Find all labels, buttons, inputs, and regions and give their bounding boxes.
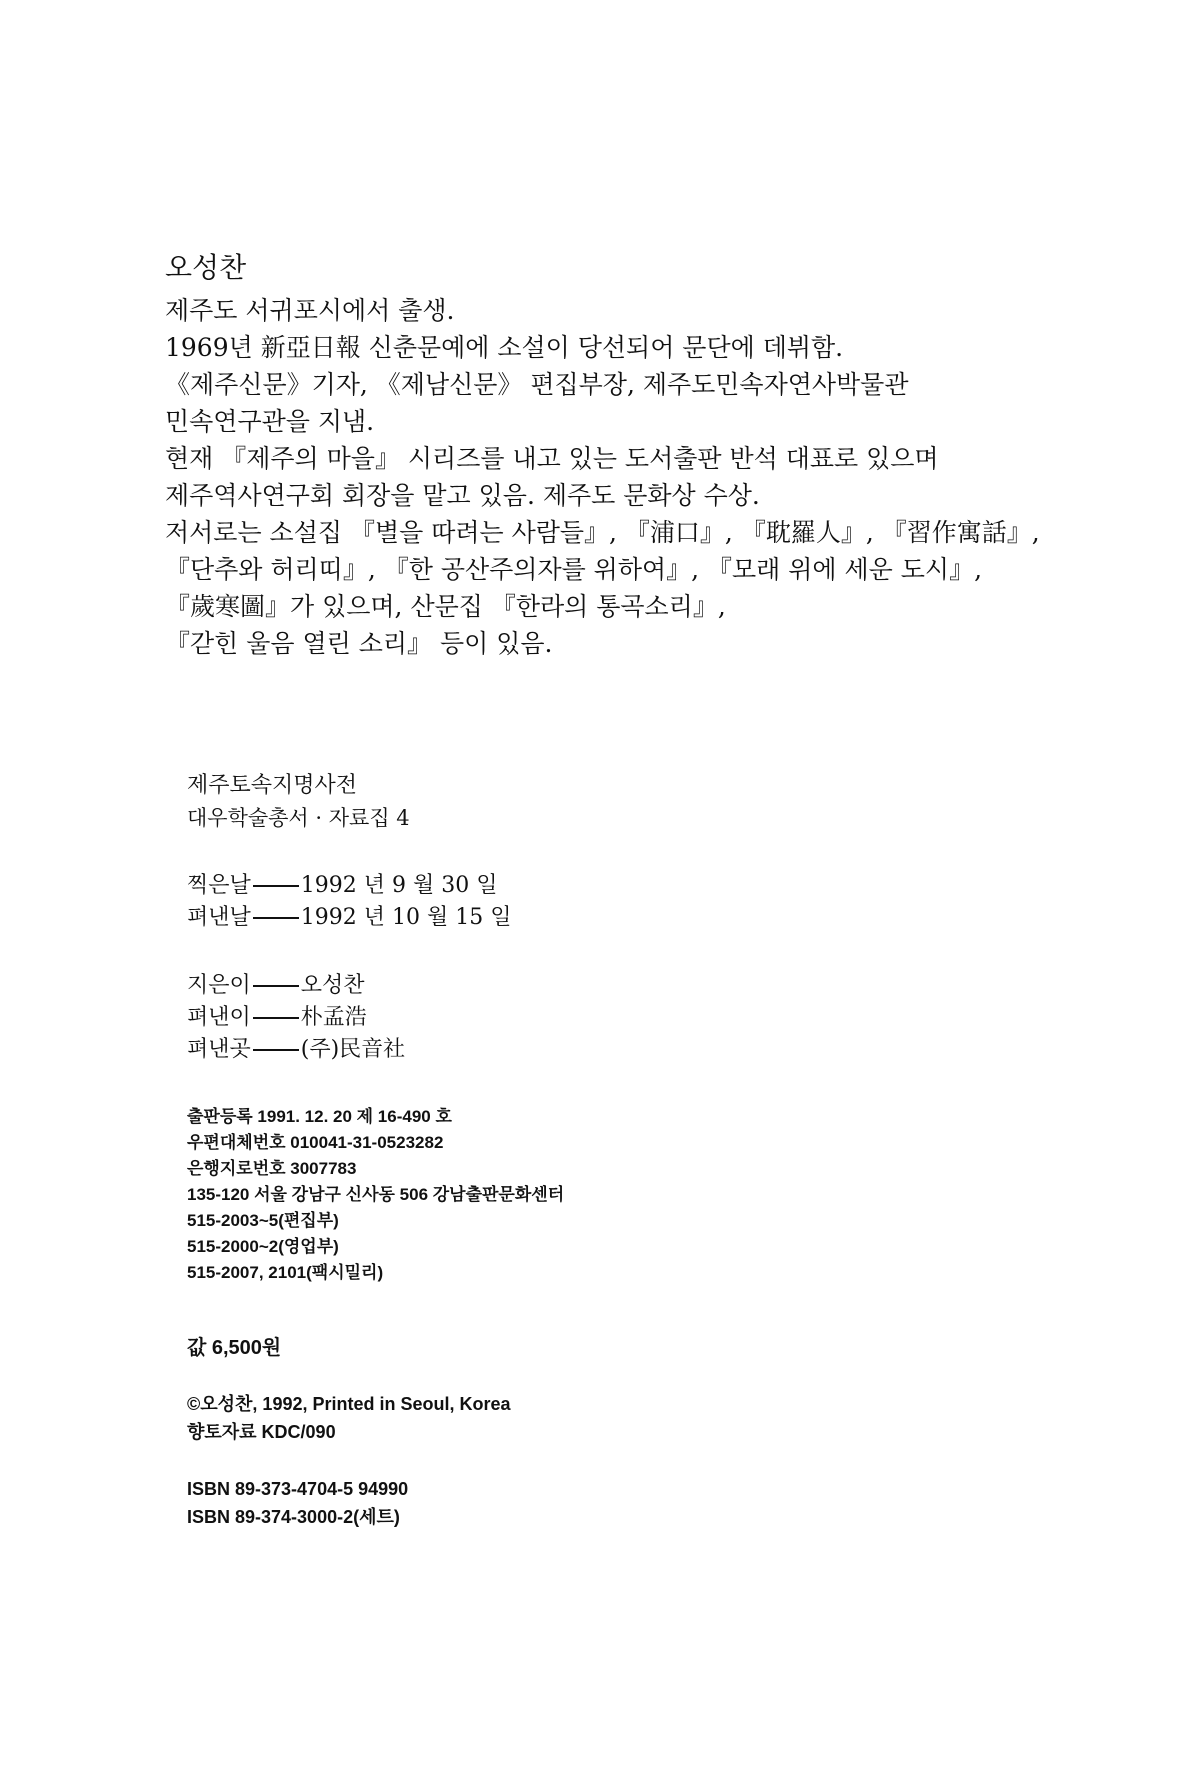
isbn-line: ISBN 89-373-4704-5 94990 bbox=[187, 1479, 409, 1499]
book-series: 대우학술총서 · 자료집 4 bbox=[187, 806, 410, 830]
publisher-line: 135-120 서울 강남구 신사동 506 강남출판문화센터 bbox=[187, 1185, 565, 1204]
credits bbox=[187, 970, 405, 1066]
credit-label: 펴낸곳 bbox=[187, 1037, 251, 1062]
bio-line: 제주도 서귀포시에서 출생. bbox=[165, 296, 455, 325]
publisher-line: 515-2003~5(편집부) bbox=[187, 1211, 339, 1230]
date-value: 1992 년 10 월 15 일 bbox=[300, 905, 512, 930]
copyright-line: ©오성찬, 1992, Printed in Seoul, Korea bbox=[187, 1394, 511, 1414]
publisher-line: 우편대체번호 010041-31-0523282 bbox=[187, 1133, 444, 1152]
credit-row bbox=[187, 1002, 405, 1034]
date-label: 펴낸날 bbox=[187, 905, 251, 930]
print-date-row bbox=[187, 870, 511, 902]
book-info bbox=[187, 770, 410, 834]
isbn-block bbox=[187, 1475, 408, 1531]
credit-label: 펴낸이 bbox=[187, 1005, 251, 1030]
publisher-line: 출판등록 1991. 12. 20 제 16-490 호 bbox=[187, 1107, 452, 1126]
author-name: 오성찬 bbox=[165, 251, 247, 284]
dash-rule bbox=[253, 885, 299, 887]
dash-rule bbox=[253, 985, 299, 987]
bio-line: 『갇힌 울음 열린 소리』 등이 있음. bbox=[165, 629, 553, 658]
author-bio bbox=[165, 292, 1045, 662]
copyright-block bbox=[187, 1390, 511, 1446]
dash-rule bbox=[253, 1017, 299, 1019]
publisher-info bbox=[187, 1104, 564, 1286]
credit-value: 오성찬 bbox=[300, 973, 365, 998]
bio-line: 1969년 新亞日報 신춘문예에 소설이 당선되어 문단에 데뷔함. bbox=[165, 333, 844, 362]
publisher-line: 은행지로번호 3007783 bbox=[187, 1159, 357, 1178]
credit-row bbox=[187, 1034, 405, 1066]
credit-value: (주)民音社 bbox=[300, 1037, 406, 1062]
publisher-line: 515-2000~2(영업부) bbox=[187, 1237, 339, 1256]
bio-line: 민속연구관을 지냄. bbox=[165, 407, 375, 436]
print-dates bbox=[187, 870, 511, 934]
credit-value: 朴孟浩 bbox=[300, 1005, 367, 1030]
price: 값 6,500원 bbox=[187, 1337, 282, 1359]
bio-line: 『歲寒圖』가 있으며, 산문집 『한라의 통곡소리』, bbox=[165, 592, 726, 621]
book-title: 제주토속지명사전 bbox=[187, 773, 358, 798]
print-date-row bbox=[187, 902, 511, 934]
bio-line: 현재 『제주의 마을』 시리즈를 내고 있는 도서출판 반석 대표로 있으며 bbox=[165, 444, 939, 473]
dash-rule bbox=[253, 1049, 299, 1051]
date-label: 찍은날 bbox=[187, 873, 251, 898]
bio-line: 제주역사연구회 회장을 맡고 있음. 제주도 문화상 수상. bbox=[165, 481, 760, 510]
publisher-line: 515-2007, 2101(팩시밀리) bbox=[187, 1263, 384, 1282]
bio-line: 《제주신문》기자, 《제남신문》 편집부장, 제주도민속자연사박물관 bbox=[165, 370, 909, 399]
date-value: 1992 년 9 월 30 일 bbox=[300, 873, 498, 898]
bio-line: 저서로는 소설집 『별을 따려는 사람들』, 『浦口』, 『耽羅人』, 『習作寓話』, bbox=[165, 518, 1040, 547]
credit-row bbox=[187, 970, 405, 1002]
bio-line: 『단추와 허리띠』, 『한 공산주의자를 위하여』, 『모래 위에 세운 도시』, bbox=[165, 555, 983, 584]
isbn-line: ISBN 89-374-3000-2(세트) bbox=[187, 1507, 400, 1527]
credit-label: 지은이 bbox=[187, 973, 251, 998]
classification-line: 향토자료 KDC/090 bbox=[187, 1422, 336, 1442]
dash-rule bbox=[253, 917, 299, 919]
